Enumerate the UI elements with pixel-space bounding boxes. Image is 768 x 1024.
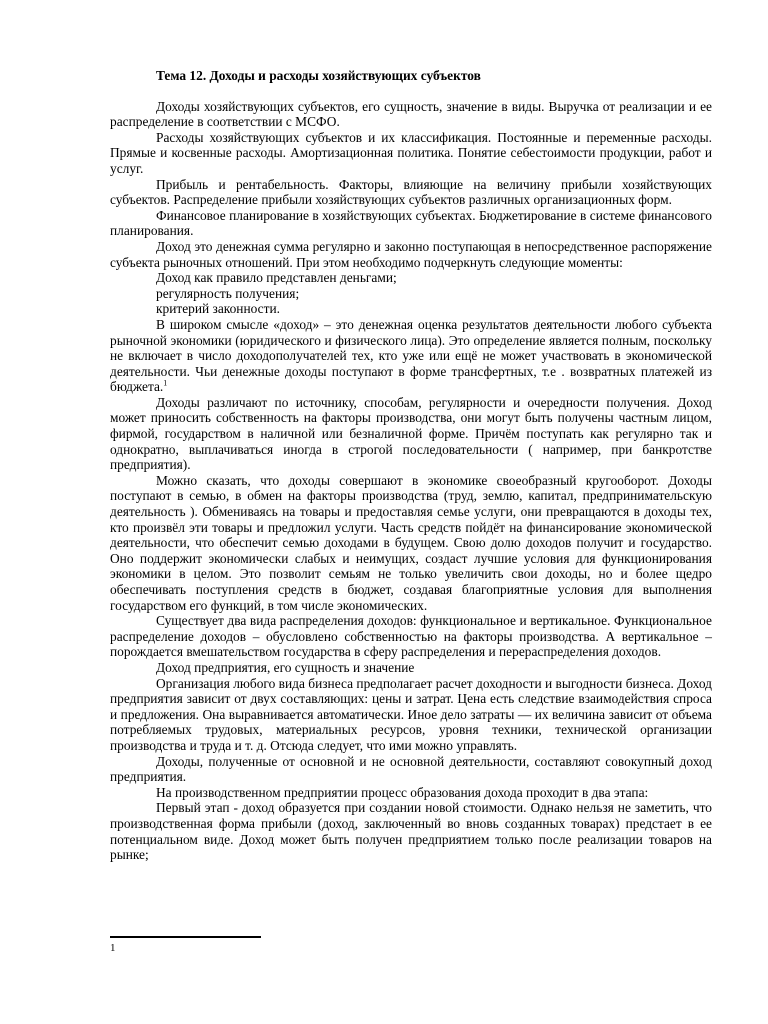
page-title: Тема 12. Доходы и расходы хозяйствующих субъектов (156, 68, 481, 83)
section-heading: Доход предприятия, его сущность и значение (156, 659, 415, 675)
paragraph: Финансовое планирование в хозяйствующих субъектах. Бюджетирование в системе финансового планирования. (110, 207, 712, 239)
paragraph: Расходы хозяйствующих субъектов и их классификация. Постоянные и переменные расходы. Прямые и косвенные расходы. Амортизационная политика. Понятие себестоимости продукции, работ и услуг. (110, 129, 712, 176)
paragraph: Доходы различают по источнику, способам, регулярности и очередности получения. Доход может приносить собственность на факторы производства, они могут быть получены частным лицом, фирмой, государством в наличной или безналичной форме. Причём поступать как регулярно так и однократно, выплачиваться иногда в строгой последовательности ( например, при банкротстве предприятия). (110, 394, 712, 473)
paragraph: Доход это денежная сумма регулярно и законно поступающая в непосредственное распоряжение субъекта рыночных отношений. При этом необходимо подчеркнуть следующие моменты: (110, 238, 712, 270)
paragraph: Доходы, полученные от основной и не основной деятельности, составляют совокупный доход предприятия. (110, 753, 712, 785)
paragraph: Существует два вида распределения доходов: функциональное и вертикальное. Функциональное распределение доходов – обусловлено собственностью на факторы производства. А вертикальное – порождается вмешательством государства в сферу распределения и перераспределения доходов. (110, 613, 712, 660)
paragraph-text: В широком смысле «доход» – это денежная оценка результатов деятельности любого субъекта рыночной экономики (юридического и физического лица). Это определение является полным, поскольку не включает в число доходополучателей тех, кто уже или ещё не может участвовать в экономической деятельности. Чьи денежные доходы поступают в форме трансфертных, т.е . возвратных платежей из бюджета. (110, 316, 712, 395)
footnote-number: 1 (110, 942, 116, 954)
paragraph: На производственном предприятии процесс образования дохода проходит в два этапа: (156, 784, 649, 800)
list-item: регулярность получения; (156, 285, 300, 301)
paragraph: Организация любого вида бизнеса предполагает расчет доходности и выгодности бизнеса. Доход предприятия зависит от двух составляющих: цены и затрат. Цена есть следствие взаимодействия спроса и предложения. Она выравнивается автоматически. Иное дело затраты — их величина зависит от объема потребляемых трудовых, материальных ресурсов, уровня техники, технической организации производства и труда и т. д. Отсюда следует, что ими можно управлять. (110, 675, 712, 753)
footnote-reference[interactable]: 1 (163, 378, 168, 388)
list-item: Доход как правило представлен деньгами; (156, 270, 397, 286)
list-item: критерий законности. (156, 301, 280, 317)
paragraph: Прибыль и рентабельность. Факторы, влияющие на величину прибыли хозяйствующих субъектов. Распределение прибыли хозяйствующих субъектов различных организационных форм. (110, 176, 712, 208)
paragraph-broad-definition (110, 317, 712, 395)
paragraph: Первый этап - доход образуется при создании новой стоимости. Однако нельзя не заметить, что производственная форма прибыли (доход, заключенный во вновь созданных товарах) предстает в ее потенциальном виде. Доход может быть получен предприятием только после реализации товаров на рынке; (110, 800, 712, 863)
paragraph: Можно сказать, что доходы совершают в экономике своеобразный кругооборот. Доходы поступают в семью, в обмен на факторы производства (труд, землю, капитал, предпринимательскую деятельность ). Обмениваясь на товары и предоставляя семье услуги, они превращаются в доходы тех, кто произвёл эти товары и предложил услуги. Часть средств пойдёт на финансирование экономической деятельности, что обеспечит семью доходами в будущем. Свою долю доходов получит и государство. Оно поддержит экономически слабых и неимущих, создаст лучшие условия для функционирования экономики в целом. Это позволит семьям не только увеличить свои доходы, но и более щедро обеспечивать поступления средств в бюджет, создавая благоприятные условия для выполнения государством его функций, в том числе экономических. (110, 472, 712, 613)
document-body (110, 68, 712, 863)
paragraph: Доходы хозяйствующих субъектов, его сущность, значение в виды. Выручка от реализации и ее распределение в соответствии с МСФО. (110, 98, 712, 130)
footnote-separator (110, 936, 261, 938)
